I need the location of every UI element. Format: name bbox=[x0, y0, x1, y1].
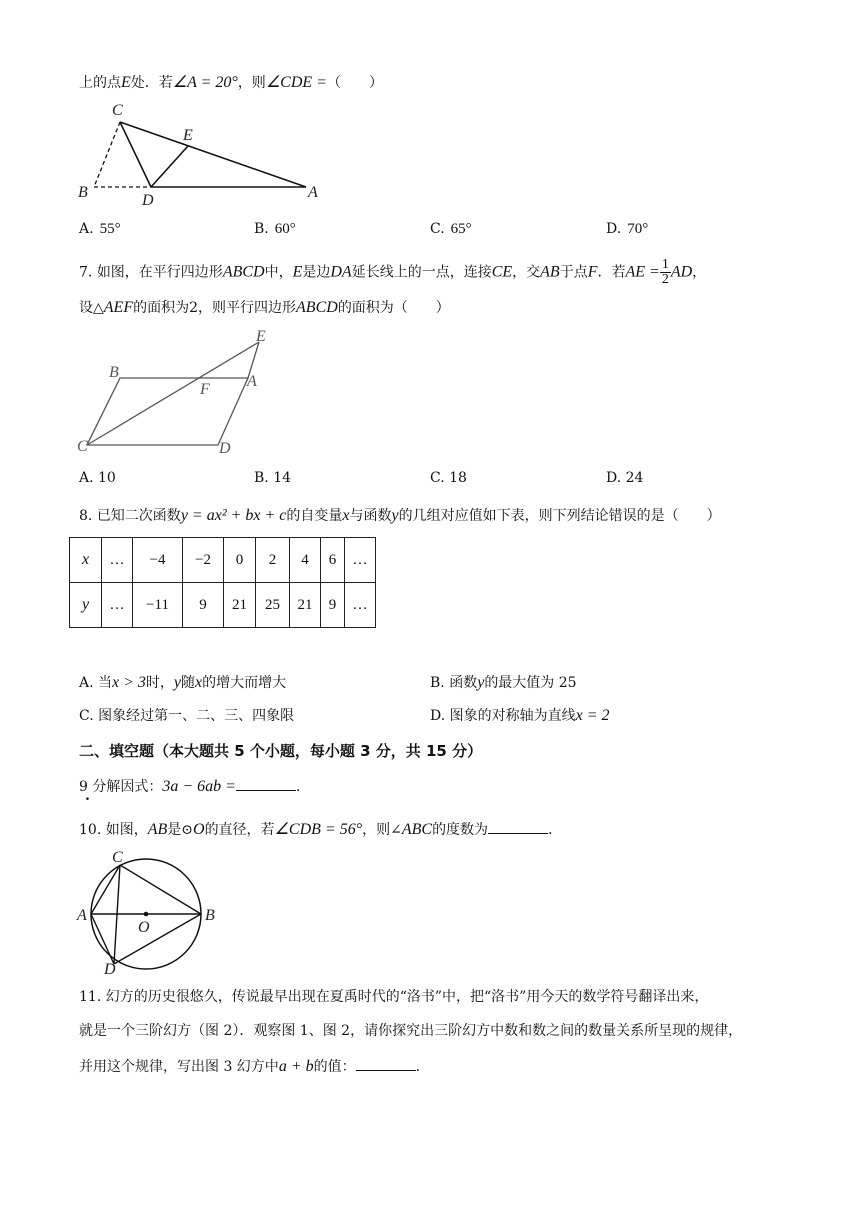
table-cell: x bbox=[70, 538, 102, 583]
table-cell: … bbox=[102, 583, 133, 628]
label-d: D bbox=[142, 192, 154, 209]
section-heading-fill-in: 二、填空题（本大题共 5 个小题，每小题 3 分，共 15 分） bbox=[79, 742, 483, 760]
q11-stem-line1: 11. 幻方的历史很悠久，传说最早出现在夏禹时代的“洛书”中，把“洛书”用今天的数学符号翻译出来， bbox=[79, 989, 709, 1005]
table-cell: −2 bbox=[183, 538, 224, 583]
table-cell: 0 bbox=[224, 538, 256, 583]
table-cell: 9 bbox=[321, 583, 345, 628]
table-row-x bbox=[70, 538, 376, 583]
label-d: D bbox=[104, 961, 116, 978]
q6-option-c: C. 65° bbox=[430, 221, 472, 237]
q8-option-d: D. 图象的对称轴为直线x = 2 bbox=[430, 707, 610, 724]
table-cell: 9 bbox=[183, 583, 224, 628]
table-cell: y bbox=[70, 583, 102, 628]
label-b: B bbox=[205, 907, 215, 924]
q11-stem-line2: 就是一个三阶幻方（图 2）．观察图 1、图 2，请你探究出三阶幻方中数和数之间的数量关系所呈现的规律， bbox=[79, 1023, 743, 1039]
table-cell: … bbox=[345, 538, 376, 583]
q7-option-c: C. 18 bbox=[430, 470, 467, 486]
label-e: E bbox=[183, 127, 193, 144]
q8-value-table bbox=[69, 537, 376, 628]
fraction-one-half: $\frac{1}{2}$ bbox=[661, 257, 669, 287]
q6-option-b: B. 60° bbox=[254, 221, 296, 237]
table-cell: 25 bbox=[256, 583, 290, 628]
label-b: B bbox=[78, 184, 88, 201]
q6-triangle-figure bbox=[70, 95, 330, 210]
label-c: C bbox=[112, 849, 123, 866]
q7-option-a: A. 10 bbox=[79, 470, 116, 486]
q7-option-b: B. 14 bbox=[254, 470, 292, 486]
q7-stem-line2: 设△AEF的面积为2，则平行四边形ABCD的面积为（ ） bbox=[79, 299, 450, 316]
table-cell: 2 bbox=[256, 538, 290, 583]
table-cell: … bbox=[345, 583, 376, 628]
answer-blank[interactable] bbox=[488, 819, 548, 834]
label-d: D bbox=[219, 440, 231, 457]
table-cell: … bbox=[102, 538, 133, 583]
q7-stem-line1: 7. 如图，在平行四边形ABCD中，E是边DA延长线上的一点，连接CE，交AB于点F．若AE = $\frac{1}{2}$ AD， bbox=[79, 257, 707, 287]
label-a: A bbox=[77, 907, 87, 924]
q7-option-d: D. 24 bbox=[606, 470, 644, 486]
label-e: E bbox=[256, 328, 266, 345]
q8-option-a: A. 当x > 3时，y随x的增大而增大 bbox=[79, 674, 287, 691]
q8-stem: 8. 已知二次函数y = ax² + bx + c的自变量x与函数y的几组对应值如下表，则下列结论错误的是（ ） bbox=[79, 507, 721, 524]
label-b: B bbox=[109, 364, 119, 381]
answer-blank[interactable] bbox=[236, 776, 296, 791]
answer-blank[interactable] bbox=[356, 1056, 416, 1071]
q9-stem: 9 分解因式：3a − 6ab = ． bbox=[79, 778, 310, 795]
label-o: O bbox=[138, 919, 150, 936]
q10-circle-figure bbox=[74, 848, 224, 978]
table-cell: −4 bbox=[133, 538, 183, 583]
table-cell: 21 bbox=[224, 583, 256, 628]
q6-option-d: D. 70° bbox=[606, 221, 649, 237]
table-cell: 6 bbox=[321, 538, 345, 583]
q8-option-c: C. 图象经过第一、二、三、四象限 bbox=[79, 708, 295, 724]
q6-option-a: A. 55° bbox=[79, 221, 121, 237]
q9-dot: . bbox=[85, 788, 90, 804]
q10-stem: 10. 如图，AB是⊙O的直径，若∠CDB = 56°，则∠ABC的度数为 ． bbox=[79, 821, 563, 838]
label-a: A bbox=[308, 184, 318, 201]
q11-stem-line3: 并用这个规律，写出图 3 幻方中a + b的值： ． bbox=[79, 1058, 430, 1075]
label-c: C bbox=[77, 438, 88, 455]
table-cell: 4 bbox=[290, 538, 321, 583]
table-cell: −11 bbox=[133, 583, 183, 628]
q7-parallelogram-figure bbox=[75, 327, 285, 462]
q8-option-b: B. 函数y的最大值为 25 bbox=[430, 674, 577, 691]
q6-stem: 上的点E处．若∠A = 20°，则∠CDE =（ ） bbox=[79, 74, 383, 91]
table-cell: 21 bbox=[290, 583, 321, 628]
table-row-y bbox=[70, 583, 376, 628]
label-f: F bbox=[200, 381, 210, 398]
label-a: A bbox=[247, 373, 257, 390]
label-c: C bbox=[112, 102, 123, 119]
